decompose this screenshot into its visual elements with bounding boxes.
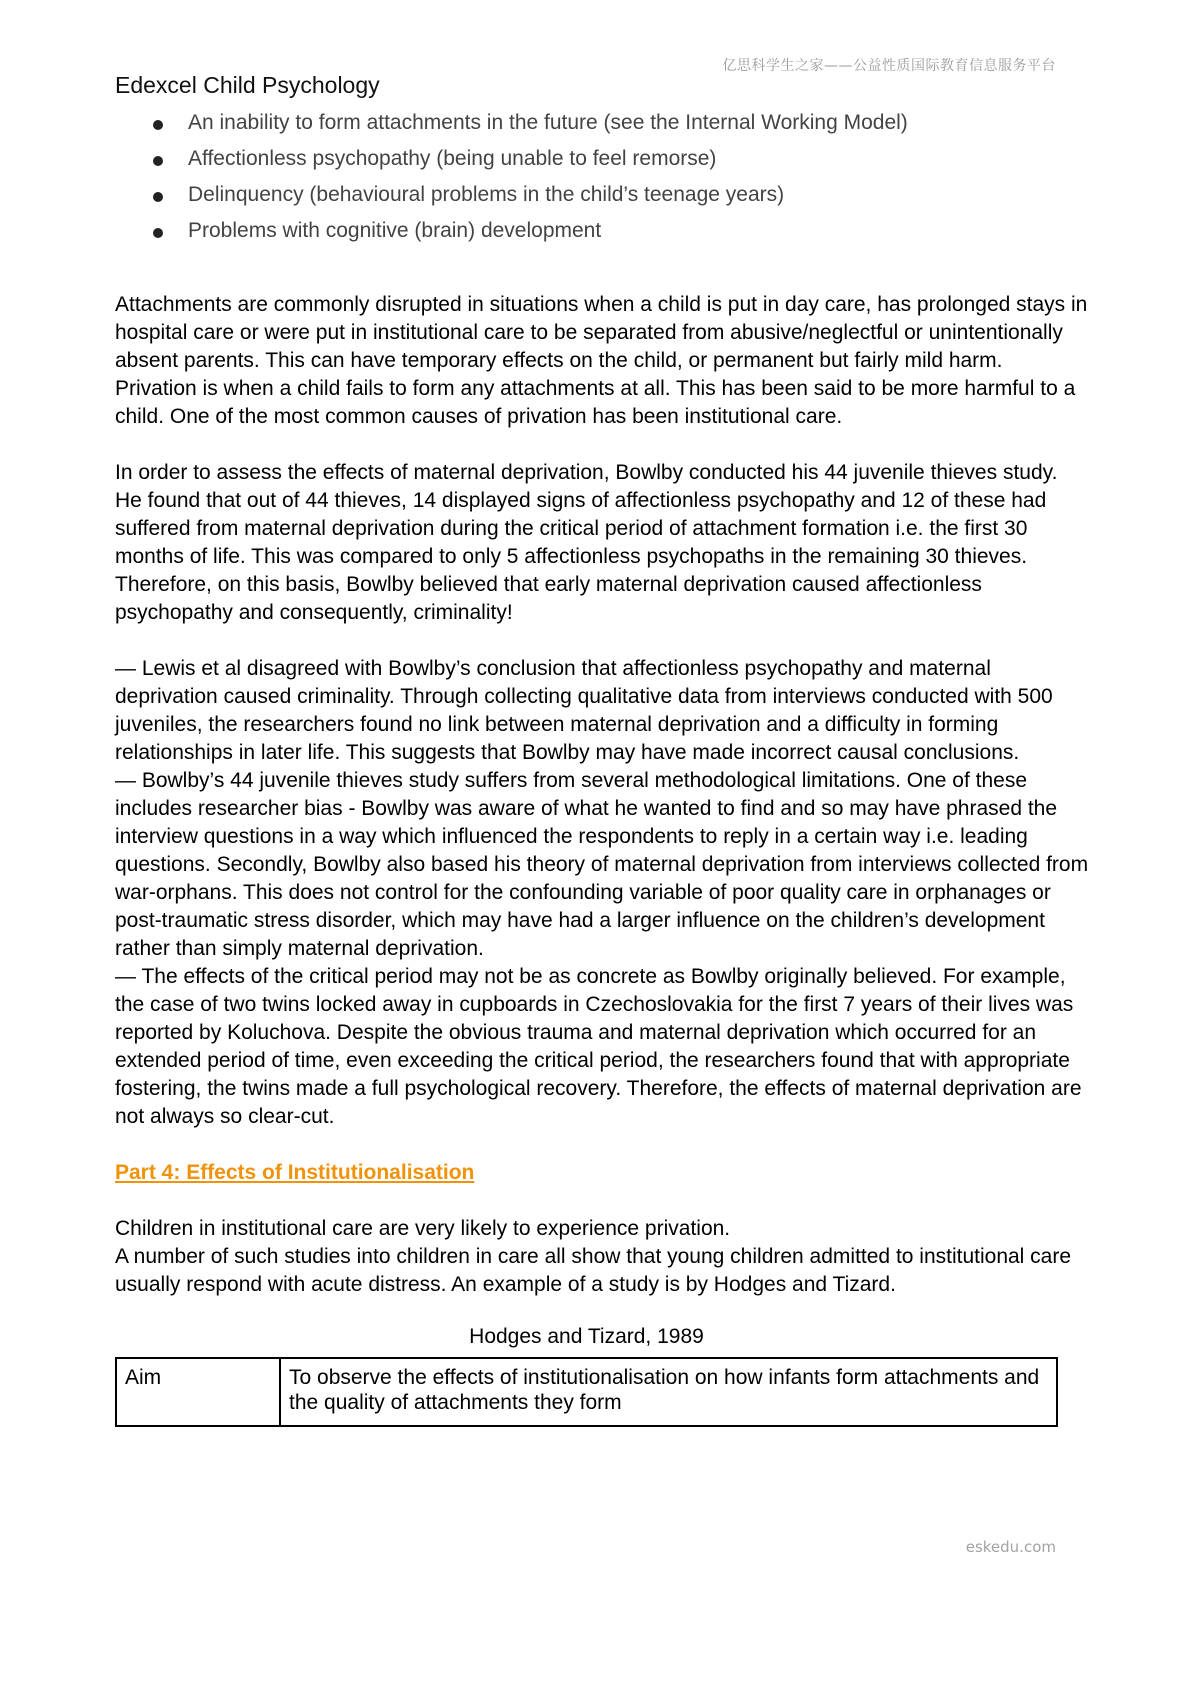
study-table — [115, 1357, 1058, 1427]
paragraph-institutional-intro-2: A number of such studies into children in care all show that young children admitted to institutional care usually respond with acute distress. An example of a study is by Hodges and Tizard. — [115, 1245, 1072, 1296]
watermark-bottom: eskedu.com — [965, 1538, 1056, 1556]
list-item — [153, 145, 1090, 173]
bullet-icon — [153, 156, 163, 166]
paragraph-bowlby-study: In order to assess the effects of maternal deprivation, Bowlby conducted his 44 juvenile thieves study. He found that out of 44 thieves, 14 displayed signs of affectionless psychopathy and 12 of these had suffered from maternal deprivation during the critical period of attachment formation i.e. the first 30 months of life. This was compared to only 5 affectionless psychopaths in the remaining 30 thieves. Therefore, on this basis, Bowlby believed that early maternal deprivation caused affectionless psychopathy and consequently, criminality! — [115, 461, 1058, 624]
list-item-text: Problems with cognitive (brain) development — [188, 219, 602, 242]
list-item-text: An inability to form attachments in the future (see the Internal Working Model) — [188, 111, 908, 134]
paragraph-disruption: Attachments are commonly disrupted in situations when a child is put in day care, has prolonged stays in hospital care or were put in institutional care to be separated from abusive/neglectful or unintentionally absent parents. This can have temporary effects on the child, or permanent but fairly mild harm. Privation is when a child fails to form any attachments at all. This has been said to be more harmful to a child. One of the most common causes of privation has been institutional care. — [115, 293, 1088, 428]
paragraph-evaluation-critical-period: — The effects of the critical period may not be as concrete as Bowlby originally believed. For example, the case of two twins locked away in cupboards in Czechoslovakia for the first 7 years of their lives was reported by Koluchova. Despite the obvious trauma and maternal deprivation which occurred for an extended period of time, even exceeding the critical period, the researchers found that with appropriate fostering, the twins made a full psychological recovery. Therefore, the effects of maternal deprivation are not always so clear-cut. — [115, 965, 1082, 1128]
bullet-icon — [153, 120, 163, 130]
list-item — [153, 109, 1090, 137]
table-caption: Hodges and Tizard, 1989 — [469, 1325, 704, 1348]
table-cell-value: To observe the effects of institutionalisation on how infants form attachments and the quality of attachments they form — [280, 1358, 1057, 1426]
document-header-title: Edexcel Child Psychology — [115, 72, 380, 98]
watermark-top: 亿思科学生之家——公益性质国际教育信息服务平台 — [722, 58, 1056, 74]
list-item-text: Affectionless psychopathy (being unable to feel remorse) — [188, 147, 717, 170]
bullet-icon — [153, 192, 163, 202]
table-row — [116, 1358, 1057, 1426]
list-item-text: Delinquency (behavioural problems in the child’s teenage years) — [188, 183, 785, 206]
list-item — [153, 181, 1090, 209]
table-cell-label: Aim — [116, 1358, 280, 1426]
list-item — [153, 217, 1090, 245]
paragraph-evaluation-lewis: — Lewis et al disagreed with Bowlby’s conclusion that affectionless psychopathy and maternal deprivation caused criminality. Through collecting qualitative data from interviews conducted with 500 juveniles, the researchers found no link between maternal deprivation and a difficulty in forming relationships in later life. This suggests that Bowlby may have made incorrect causal conclusions. — [115, 657, 1053, 764]
bullet-icon — [153, 228, 163, 238]
effects-bullet-list — [115, 109, 1090, 245]
paragraph-evaluation-methodology: — Bowlby’s 44 juvenile thieves study suffers from several methodological limitations. One of these includes researcher bias - Bowlby was aware of what he wanted to find and so may have phrased the interview questions in a way which influenced the respondents to reply in a certain way i.e. leading questions. Secondly, Bowlby also based his theory of maternal deprivation from interviews collected from war-orphans. This does not control for the confounding variable of poor quality care in orphanages or post-traumatic stress disorder, which may have had a larger influence on the children’s development rather than simply maternal deprivation. — [115, 769, 1089, 960]
document-body — [115, 72, 1090, 1427]
paragraph-institutional-intro-1: Children in institutional care are very likely to experience privation. — [115, 1217, 731, 1240]
section-heading-part-4: Part 4: Effects of Institutionalisation — [115, 1161, 475, 1184]
